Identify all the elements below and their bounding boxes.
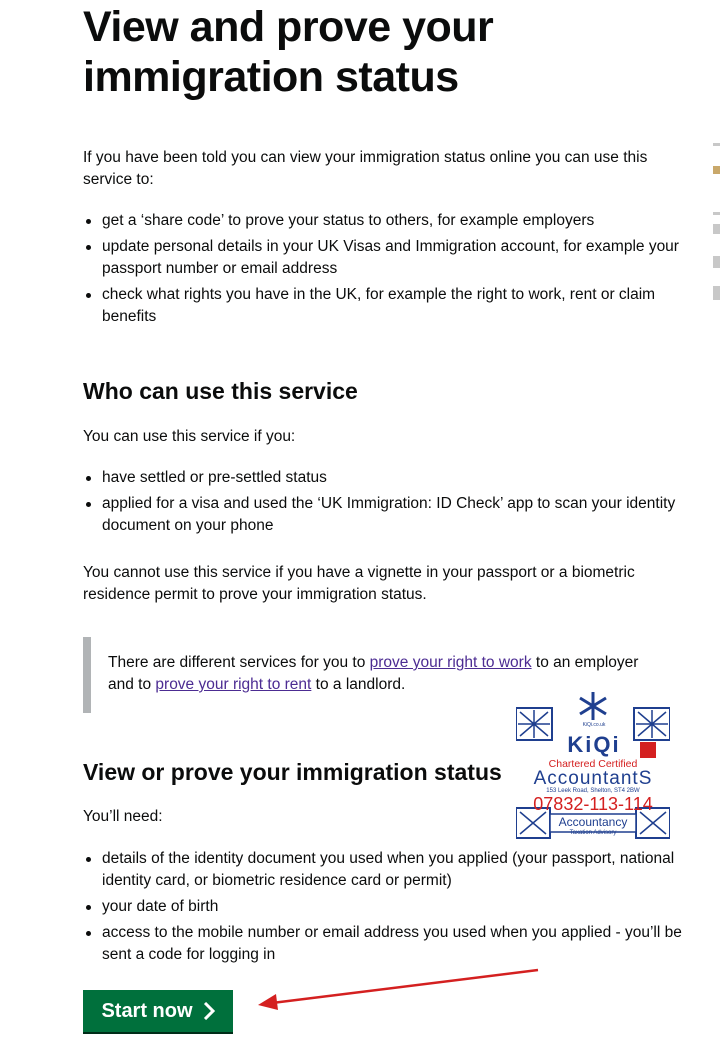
intro-list [83,210,693,332]
cropped-sidebar-fragment [713,143,720,146]
stamp-brand: KiQi [567,732,621,757]
inset-text-part: to an employer and to [108,654,639,693]
stamp-address: 153 Leek Road, Shelton, ST4 2BW [546,788,640,794]
inset-text-part: There are different services for you to [108,654,370,671]
list-item: access to the mobile number or email address you used when you applied - you’ll be sent a code for logging in [83,922,695,966]
view-list [83,848,695,970]
list-item: get a ‘share code’ to prove your status to others, for example employers [83,210,693,232]
cropped-sidebar-fragment [713,224,720,234]
list-item: details of the identity document you used when you applied (your passport, national identity card, or biometric residence card or permit) [83,848,695,892]
stamp-sub: Taxation Advisory [569,830,617,836]
chevron-right-icon [203,1002,215,1020]
who-list [83,467,693,541]
inset-text-part: to a landlord. [311,676,406,693]
cropped-sidebar-fragment [713,286,720,300]
stamp-small-logo-text: KiQi.co.uk [582,722,606,728]
start-now-button[interactable] [83,990,233,1032]
stamp-name: AccountantS [533,768,653,789]
list-item: have settled or pre-settled status [83,467,693,489]
cannot-use-text: You cannot use this service if you have a vignette in your passport or a biometric residence permit to prove your immigration status. [83,564,635,603]
cropped-sidebar-fragment [713,166,720,174]
start-now-label: Start now [101,999,193,1022]
who-lead: You can use this service if you: [83,428,296,445]
intro-text: If you have been told you can view your immigration status online you can use this service to: [83,149,648,188]
list-item: applied for a visa and used the ‘UK Immigration: ID Check’ app to scan your identity document on your phone [83,493,693,537]
page-title: View and prove your immigration status [83,3,494,101]
list-item: update personal details in your UK Visas and Immigration account, for example your passport number or email address [83,236,693,280]
prove-right-to-work-link[interactable]: prove your right to work [369,654,532,671]
prove-right-to-rent-link[interactable]: prove your right to rent [155,676,312,693]
stamp-phone: 07832-113-114 [533,794,653,814]
cropped-sidebar-fragment [713,212,720,215]
cropped-sidebar-fragment [713,256,720,268]
stamp-tagline: Chartered Certified [548,758,638,770]
accountant-stamp-logo [516,690,670,840]
view-heading: View or prove your immigration status [83,759,502,785]
list-item: your date of birth [83,896,695,918]
red-annotation-arrow [250,960,550,1015]
list-item: check what rights you have in the UK, for example the right to work, rent or claim benefits [83,284,693,328]
who-heading: Who can use this service [83,378,358,404]
stamp-banner: Accountancy [558,815,628,829]
view-lead: You’ll need: [83,808,163,825]
